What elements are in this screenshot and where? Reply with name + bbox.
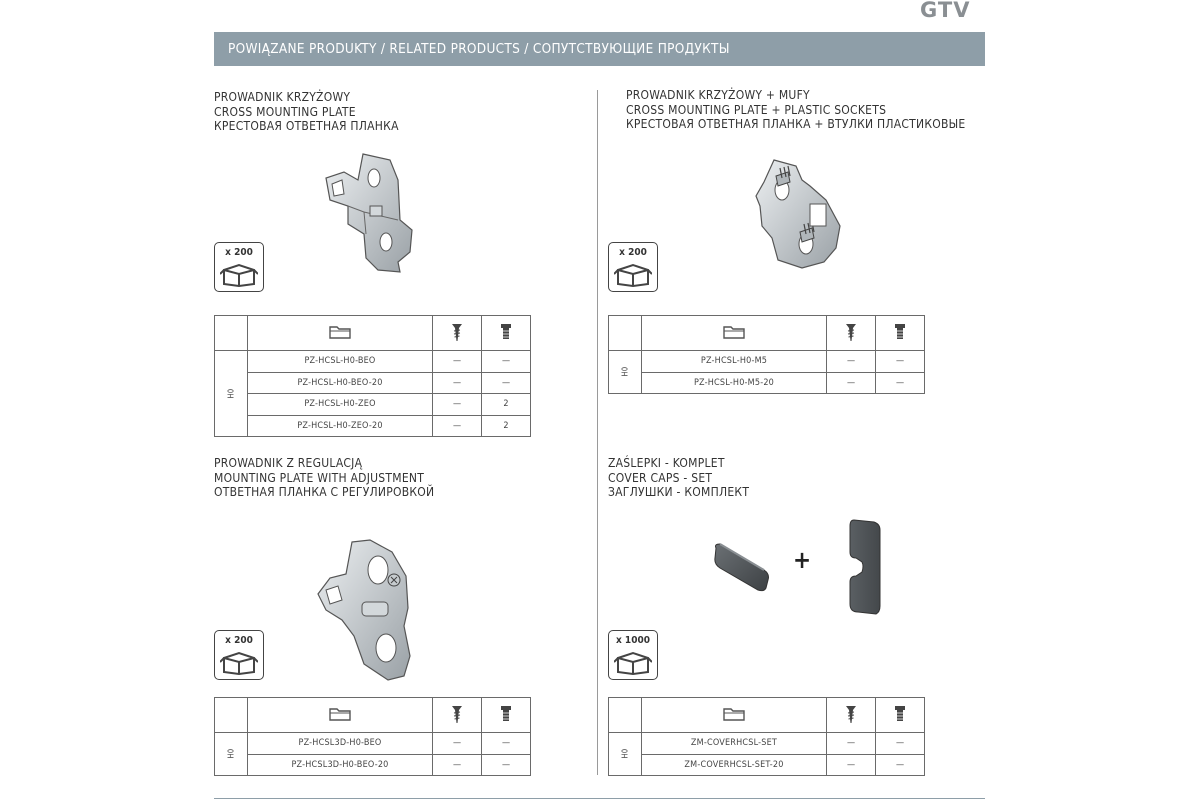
screw-count: — <box>876 351 925 373</box>
product-code: PZ-HCSL-H0-M5-20 <box>642 372 827 394</box>
product-code: PZ-HCSL-H0-M5 <box>642 351 827 373</box>
screw-count: 2 <box>482 415 531 437</box>
screw-count: — <box>433 372 482 394</box>
screw-count: — <box>482 754 531 776</box>
adjustable-mounting-plate-image <box>312 536 422 684</box>
wood-screw-icon <box>845 322 857 342</box>
folder-icon <box>329 707 351 721</box>
screw-count: — <box>433 415 482 437</box>
cover-cap-front-image <box>848 518 882 616</box>
wood-screw-icon <box>451 704 463 724</box>
screw-count: — <box>433 733 482 755</box>
screw-count: — <box>482 733 531 755</box>
screw-count: — <box>433 394 482 416</box>
cross-mounting-plate-image <box>318 150 418 280</box>
product-title-cover-caps: ZAŚLEPKI - KOMPLET COVER CAPS - SET ЗАГЛУШКИ - КОМПЛЕКТ <box>608 456 750 499</box>
folder-icon <box>329 325 351 339</box>
euro-screw-icon <box>500 704 512 724</box>
product-title-cross-plate-sockets: PROWADNIK KRZYŻOWY + MUFY CROSS MOUNTING PLATE + PLASTIC SOCKETS КРЕСТОВАЯ ОТВЕТНАЯ ПЛАНКА + ВТУЛКИ ПЛАСТИКОВЫЕ <box>626 88 966 131</box>
plus-sign: + <box>793 546 812 574</box>
box-icon <box>220 262 258 287</box>
screw-count: — <box>433 351 482 373</box>
screw-count: — <box>827 754 876 776</box>
screw-count: — <box>876 754 925 776</box>
box-icon <box>614 262 652 287</box>
cross-plate-sockets-image <box>752 156 844 272</box>
spec-table-cover-caps <box>608 697 925 776</box>
box-icon <box>220 650 258 675</box>
related-products-banner: POWIĄZANE PRODUKTY / RELATED PRODUCTS / СОПУТСТВУЮЩИЕ ПРОДУКТЫ <box>214 32 985 66</box>
spec-table-adjustable-plate <box>214 697 531 776</box>
euro-screw-icon <box>894 322 906 342</box>
screw-count: — <box>827 372 876 394</box>
gtv-logo <box>918 0 986 20</box>
spec-table-cross-plate-sockets <box>608 315 925 394</box>
package-quantity-box: x 200 <box>608 242 658 292</box>
product-code: PZ-HCSL-H0-BEO-20 <box>248 372 433 394</box>
product-code: ZM-COVERHCSL-SET <box>642 733 827 755</box>
product-code: ZM-COVERHCSL-SET-20 <box>642 754 827 776</box>
screw-count: — <box>827 733 876 755</box>
cover-cap-side-image <box>712 540 774 594</box>
screw-count: — <box>482 351 531 373</box>
package-quantity-box: x 200 <box>214 242 264 292</box>
euro-screw-icon <box>894 704 906 724</box>
product-code: PZ-HCSL-H0-BEO <box>248 351 433 373</box>
product-code: PZ-HCSL3D-H0-BEO-20 <box>248 754 433 776</box>
screw-count: — <box>482 372 531 394</box>
folder-icon <box>723 707 745 721</box>
height-label: H0 <box>620 748 630 759</box>
wood-screw-icon <box>451 322 463 342</box>
screw-count: — <box>433 754 482 776</box>
wood-screw-icon <box>845 704 857 724</box>
svg-text:GTV: GTV <box>920 0 971 20</box>
screw-count: — <box>827 351 876 373</box>
spec-table-cross-plate <box>214 315 531 437</box>
euro-screw-icon <box>500 322 512 342</box>
height-label: H0 <box>226 388 236 398</box>
product-code: PZ-HCSL-H0-ZEO <box>248 394 433 416</box>
screw-count: — <box>876 372 925 394</box>
height-label: H0 <box>620 366 630 377</box>
product-title-adjustable-plate: PROWADNIK Z REGULACJĄ MOUNTING PLATE WITH ADJUSTMENT ОТВЕТНАЯ ПЛАНКА С РЕГУЛИРОВКОЙ <box>214 456 435 499</box>
product-code: PZ-HCSL-H0-ZEO-20 <box>248 415 433 437</box>
screw-count: — <box>876 733 925 755</box>
package-quantity-box: x 200 <box>214 630 264 680</box>
vertical-divider <box>597 90 598 775</box>
folder-icon <box>723 325 745 339</box>
box-icon <box>614 650 652 675</box>
product-code: PZ-HCSL3D-H0-BEO <box>248 733 433 755</box>
bottom-rule <box>214 798 985 799</box>
height-label: H0 <box>226 748 236 759</box>
screw-count: 2 <box>482 394 531 416</box>
product-title-cross-plate: PROWADNIK KRZYŻOWY CROSS MOUNTING PLATE КРЕСТОВАЯ ОТВЕТНАЯ ПЛАНКА <box>214 90 399 133</box>
package-quantity-box: x 1000 <box>608 630 658 680</box>
